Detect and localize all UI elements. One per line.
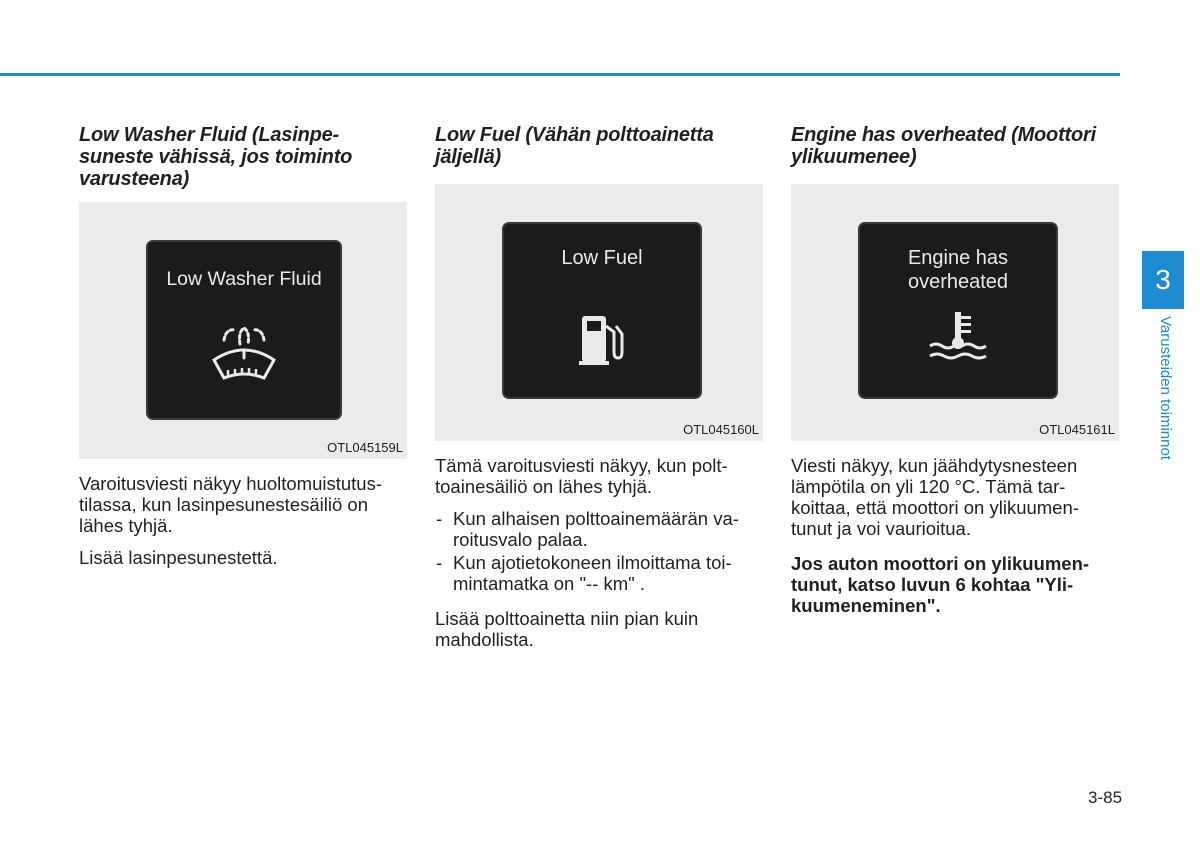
- washer-fluid-icon: [210, 324, 278, 386]
- list-item-text: Kun alhaisen polttoainemäärän va- roitusvalo palaa.: [453, 508, 739, 550]
- figure-caption: OTL045159L: [327, 440, 403, 455]
- cluster-display: [502, 222, 702, 399]
- list-item: - Kun alhaisen polttoainemäärän va- roitusvalo palaa.: [436, 508, 739, 550]
- fuel-pump-icon: [578, 312, 626, 368]
- display-text: Low Fuel: [561, 247, 643, 269]
- warning-figure: [791, 184, 1119, 441]
- header-rule: [0, 73, 1120, 76]
- page-number: 3-85: [1088, 788, 1123, 807]
- section-low-washer-fluid: [79, 124, 407, 579]
- chapter-title: Varusteiden toiminnot: [1157, 316, 1174, 460]
- coolant-temperature-icon: [928, 310, 988, 362]
- display-text: Engine has overheated: [907, 247, 1009, 293]
- chapter-number-tab: 3: [1142, 251, 1184, 309]
- section-body: [435, 455, 763, 650]
- paragraph: Tämä varoitusviesti näkyy, kun polt- toainesäiliö on lähes tyhjä.: [435, 455, 728, 497]
- cluster-display: [146, 240, 342, 420]
- display-text: Low Washer Fluid: [166, 268, 322, 290]
- list-item-text: Kun ajotietokoneen ilmoittama toi- mintamatka on "-- km" .: [453, 552, 732, 594]
- bullet-list: [435, 508, 763, 594]
- section-body: [79, 473, 407, 568]
- warning-figure: [435, 184, 763, 441]
- figure-caption: OTL045161L: [1039, 422, 1115, 437]
- paragraph: Lisää polttoainetta niin pian kuin mahdollista.: [435, 608, 699, 650]
- section-engine-overheated: [791, 124, 1119, 627]
- warning-figure: [79, 202, 407, 459]
- section-heading: Low Washer Fluid (Lasinpe- suneste vähissä, jos toiminto varusteena): [79, 124, 353, 190]
- cluster-display: [858, 222, 1058, 399]
- section-heading: Engine has overheated (Moottori ylikuumenee): [791, 124, 1096, 168]
- warning-note: Jos auton moottori on ylikuumen- tunut, katso luvun 6 kohtaa "Yli- kuumeneminen".: [791, 553, 1090, 616]
- list-item: - Kun ajotietokoneen ilmoittama toi- mintamatka on "-- km" .: [436, 552, 732, 594]
- paragraph: Varoitusviesti näkyy huoltomuistutus- tilassa, kun lasinpesunestesäiliö on lähes tyhjä.: [79, 473, 382, 536]
- paragraph: Lisää lasinpesunestettä.: [79, 547, 278, 568]
- figure-caption: OTL045160L: [683, 422, 759, 437]
- section-body: [791, 455, 1119, 616]
- paragraph: Viesti näkyy, kun jäähdytysnesteen lämpötila on yli 120 °C. Tämä tar- koittaa, että moottori on ylikuumen- tunut ja voi vaurioitua.: [791, 455, 1079, 539]
- section-heading: Low Fuel (Vähän polttoainetta jäljellä): [435, 124, 714, 168]
- section-low-fuel: [435, 124, 763, 661]
